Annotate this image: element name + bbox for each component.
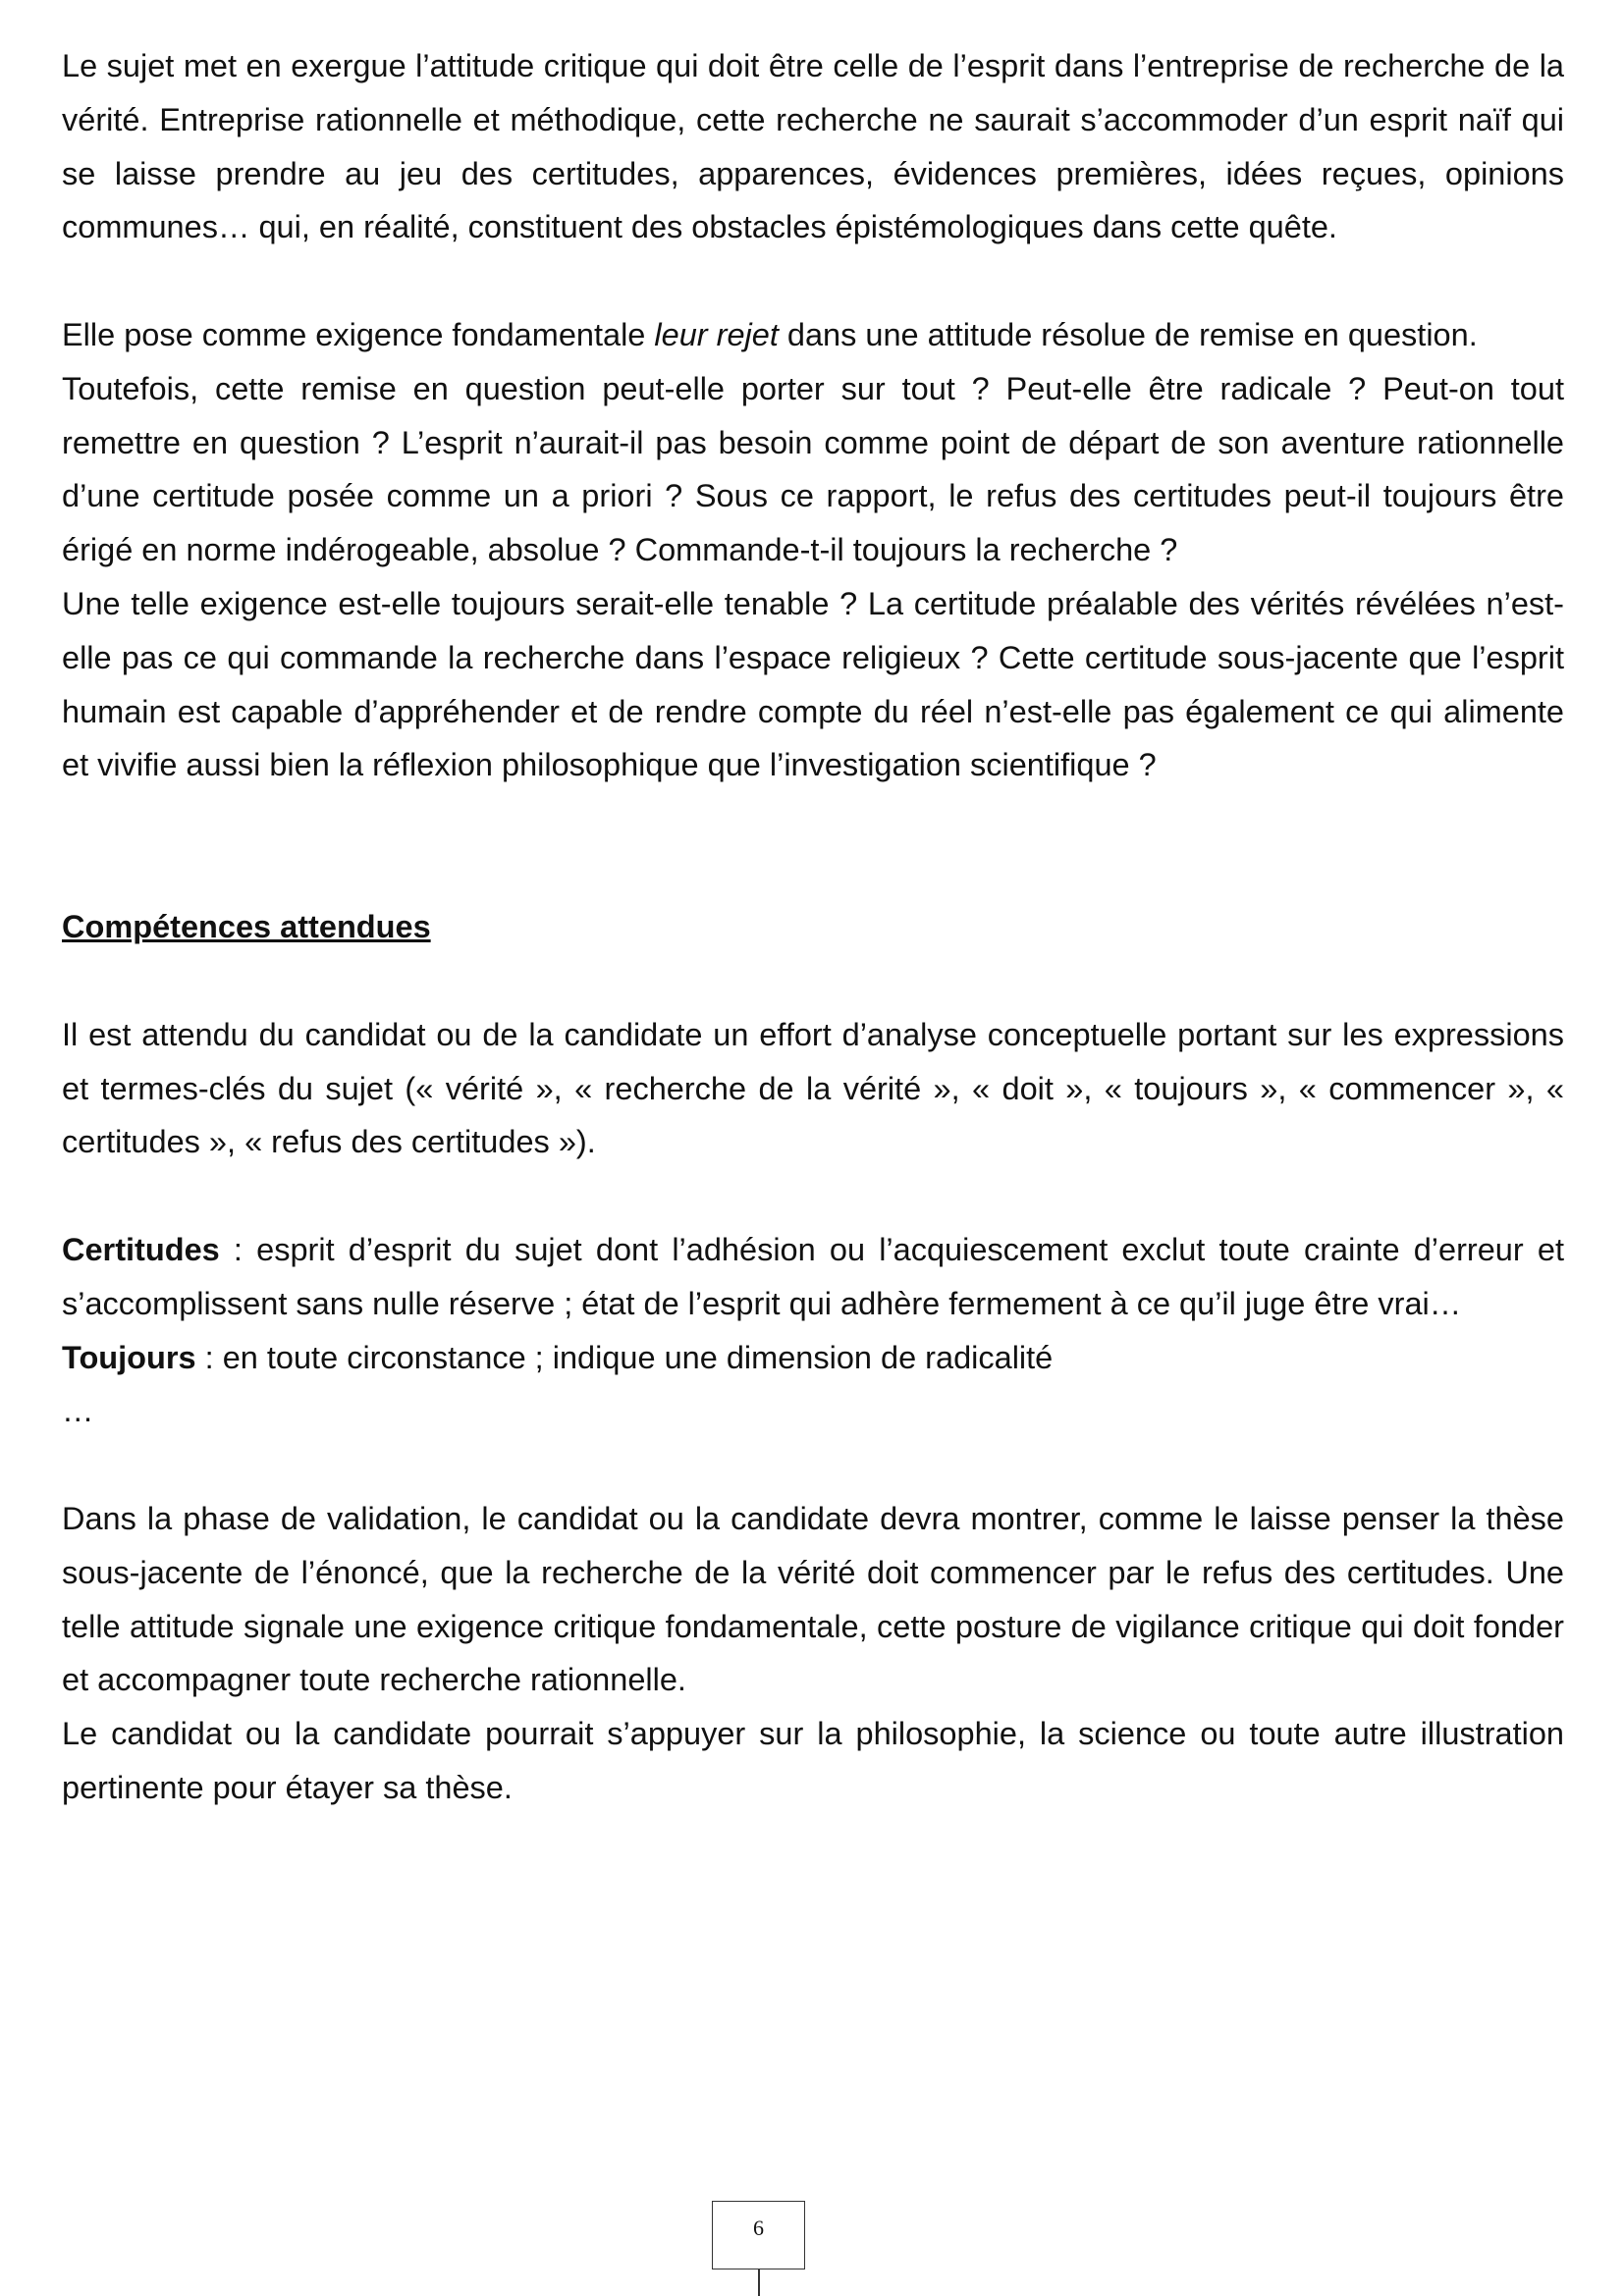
certitudes-definition-text: : esprit d’esprit du sujet dont l’adhésion ou l’acquiescement exclut toute crainte d’erreur et s’accomplissent sans nulle réserve ; état de l’esprit qui adhère fermement à ce qu’il juge être vrai… bbox=[62, 1231, 1564, 1321]
une-telle-paragraph: Une telle exigence est-elle toujours serait-elle tenable ? La certitude préalable des vérités révélées n’est-elle pas ce qui commande la recherche dans l’espace religieux ? Cette certitude sous-jacente que l’esprit humain est capable d’appréhender et de rendre compte du réel n’est-elle pas également ce qui alimente et vivifie aussi bien la réflexion philosophique que l’investigation scientifique ? bbox=[62, 585, 1564, 783]
certitudes-definition bbox=[62, 1223, 1564, 1331]
competences-heading: Compétences attendues bbox=[62, 909, 431, 945]
page-number-connector-line bbox=[758, 2269, 760, 2296]
intro-paragraph: Le sujet met en exergue l’attitude critique qui doit être celle de l’esprit dans l’entreprise de recherche de la vérité. Entreprise rationnelle et méthodique, cette recherche ne saurait s’accommoder d’un esprit naïf qui se laisse prendre au jeu des certitudes, apparences, évidences premières, idées reçues, opinions communes… qui, en réalité, constituent des obstacles épistémologiques dans cette quête. bbox=[62, 48, 1564, 245]
exigence-text-start: Elle pose comme exigence fondamentale bbox=[62, 316, 655, 352]
exigence-italic-phrase: leur rejet bbox=[654, 316, 779, 352]
exigence-paragraph bbox=[62, 308, 1564, 362]
exigence-text-end: dans une attitude résolue de remise en question. bbox=[778, 316, 1478, 352]
spacer bbox=[62, 254, 1564, 308]
attendu-paragraph: Il est attendu du candidat ou de la candidate un effort d’analyse conceptuelle portant sur les expressions et termes-clés du sujet (« vérité », « recherche de la vérité », « doit », « toujours », « commencer », « certitudes », « refus des certitudes »). bbox=[62, 1016, 1564, 1160]
toutefois-paragraph: Toutefois, cette remise en question peut-elle porter sur tout ? Peut-elle être radicale ? Peut-on tout remettre en question ? L’esprit n’aurait-il pas besoin comme point de départ de son aventure rationnelle d’une certitude posée comme un a priori ? Sous ce rapport, le refus des certitudes peut-il toujours être érigé en norme indérogeable, absolue ? Commande-t-il toujours la recherche ? bbox=[62, 370, 1564, 568]
spacer bbox=[62, 792, 1564, 900]
spacer bbox=[62, 1169, 1564, 1223]
toujours-term: Toujours bbox=[62, 1339, 196, 1375]
appui-paragraph: Le candidat ou la candidate pourrait s’appuyer sur la philosophie, la science ou toute autre illustration pertinente pour étayer sa thèse. bbox=[62, 1716, 1564, 1805]
page-number: 6 bbox=[712, 2201, 805, 2269]
definition-ellipsis: … bbox=[62, 1393, 94, 1429]
spacer bbox=[62, 1438, 1564, 1492]
toujours-definition bbox=[62, 1331, 1564, 1385]
document-body bbox=[62, 39, 1564, 1815]
certitudes-term: Certitudes bbox=[62, 1231, 220, 1267]
validation-paragraph: Dans la phase de validation, le candidat ou la candidate devra montrer, comme le laisse penser la thèse sous-jacente de l’énoncé, que la recherche de la vérité doit commencer par le refus des certitudes. Une telle attitude signale une exigence critique fondamentale, cette posture de vigilance critique qui doit fonder et accompagner toute recherche rationnelle. bbox=[62, 1500, 1564, 1698]
spacer bbox=[62, 954, 1564, 1008]
toujours-definition-text: : en toute circonstance ; indique une dimension de radicalité bbox=[195, 1339, 1054, 1375]
